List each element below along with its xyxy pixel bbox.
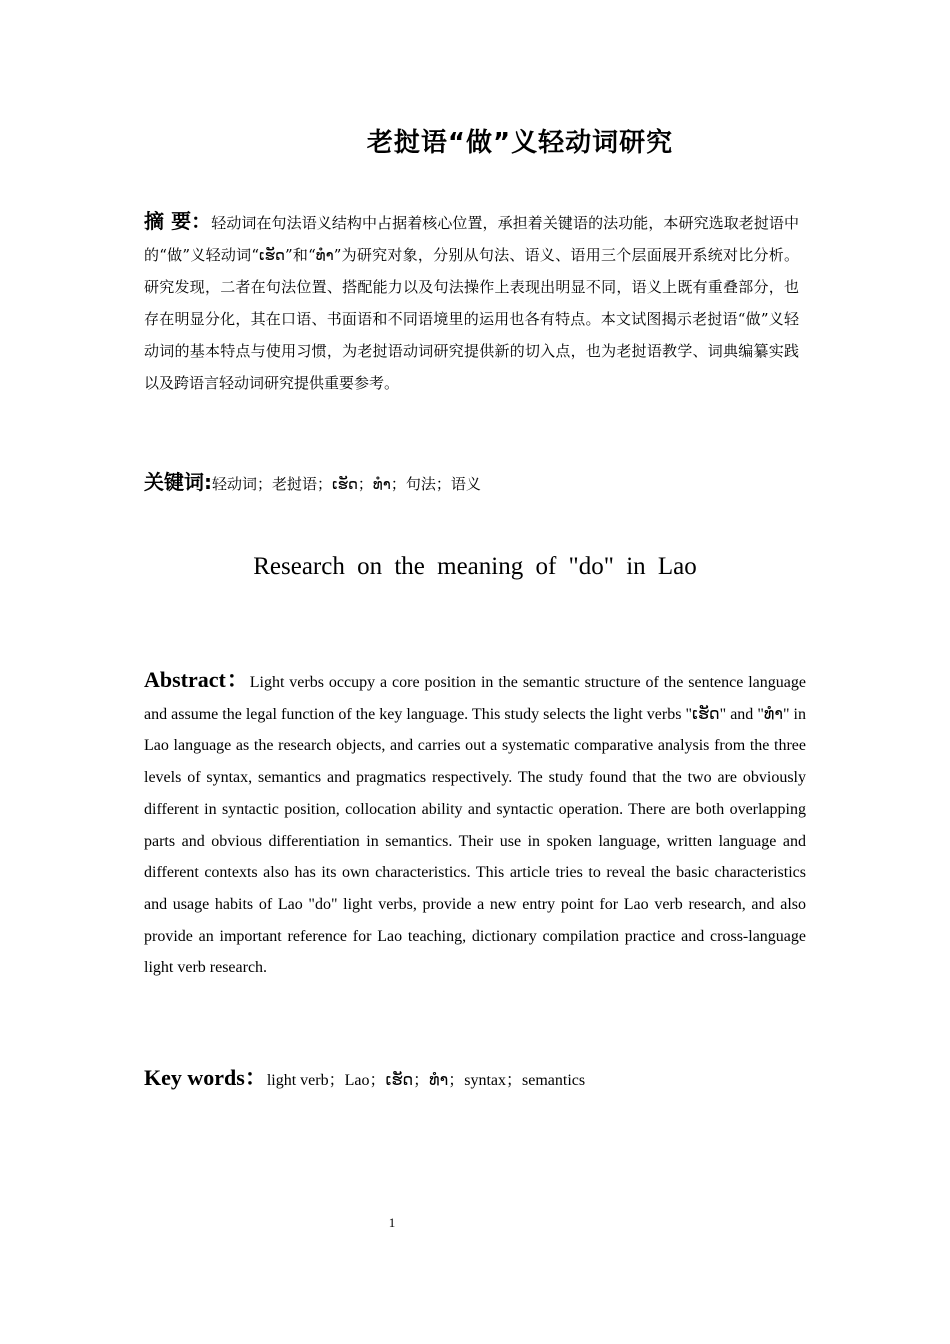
english-title: Research on the meaning of "do" in Lao — [253, 553, 697, 580]
english-keywords-label: Key words： — [144, 1065, 267, 1090]
chinese-keywords — [144, 466, 799, 500]
chinese-abstract-label: 摘 要： — [144, 209, 212, 233]
page-number: 1 — [388, 1215, 396, 1230]
chinese-keywords-label: 关键词: — [144, 470, 212, 494]
chinese-abstract-text: 轻动词在句法语义结构中占据着核心位置，承担着关键语的法功能，本研究选取老挝语中的“做”义轻动词“ເຮັດ”和“ທຳ”为研究对象，分别从句法、语义、语用三个层面展开系统对比分析。研究发现，二者在句法位置、搭配能力以及句法操作上表现出明显不同，语义上既有重叠部分，也存在明显分化，其在口语、书面语和不同语境里的运用也各有特点。本文试图揭示老挝语“做”义轻动词的基本特点与使用习惯，为老挝语动词研究提供新的切入点，也为老挝语教学、词典编纂实践以及跨语言轻动词研究提供重要参考。 — [144, 214, 799, 392]
english-abstract — [144, 664, 806, 984]
english-abstract-text: Light verbs occupy a core position in the semantic structure of the sentence language and assume the legal function of the key language. This study selects the light verbs "ເຮັດ" and "ທຳ" in Lao language as the research objects, and carries out a systematic comparative analysis from the three levels of syntax, semantics and pragmatics respectively. The study found that the two are obviously different in syntactic position, collocation ability and syntactic operation. There are both overlapping parts and obvious differentiation in semantics. Their use in spoken language, written language and different contexts also has its own characteristics. This article tries to reveal the basic characteristics and usage habits of Lao "do" light verbs, provide a new entry point for Lao verb research, and also provide an important reference for Lao teaching, dictionary compilation practice and cross-language light verb research. — [144, 674, 806, 977]
chinese-abstract — [144, 205, 799, 399]
chinese-title: 老挝语“做”义轻动词研究 — [366, 128, 674, 158]
english-keywords — [144, 1062, 806, 1097]
english-keywords-text: light verb；Lao；ເຮັດ；ທຳ；syntax；semantics — [266, 1072, 586, 1089]
chinese-keywords-text: 轻动词；老挝语；ເຮັດ；ທຳ；句法；语义 — [212, 475, 481, 493]
english-abstract-label: Abstract： — [144, 667, 250, 692]
